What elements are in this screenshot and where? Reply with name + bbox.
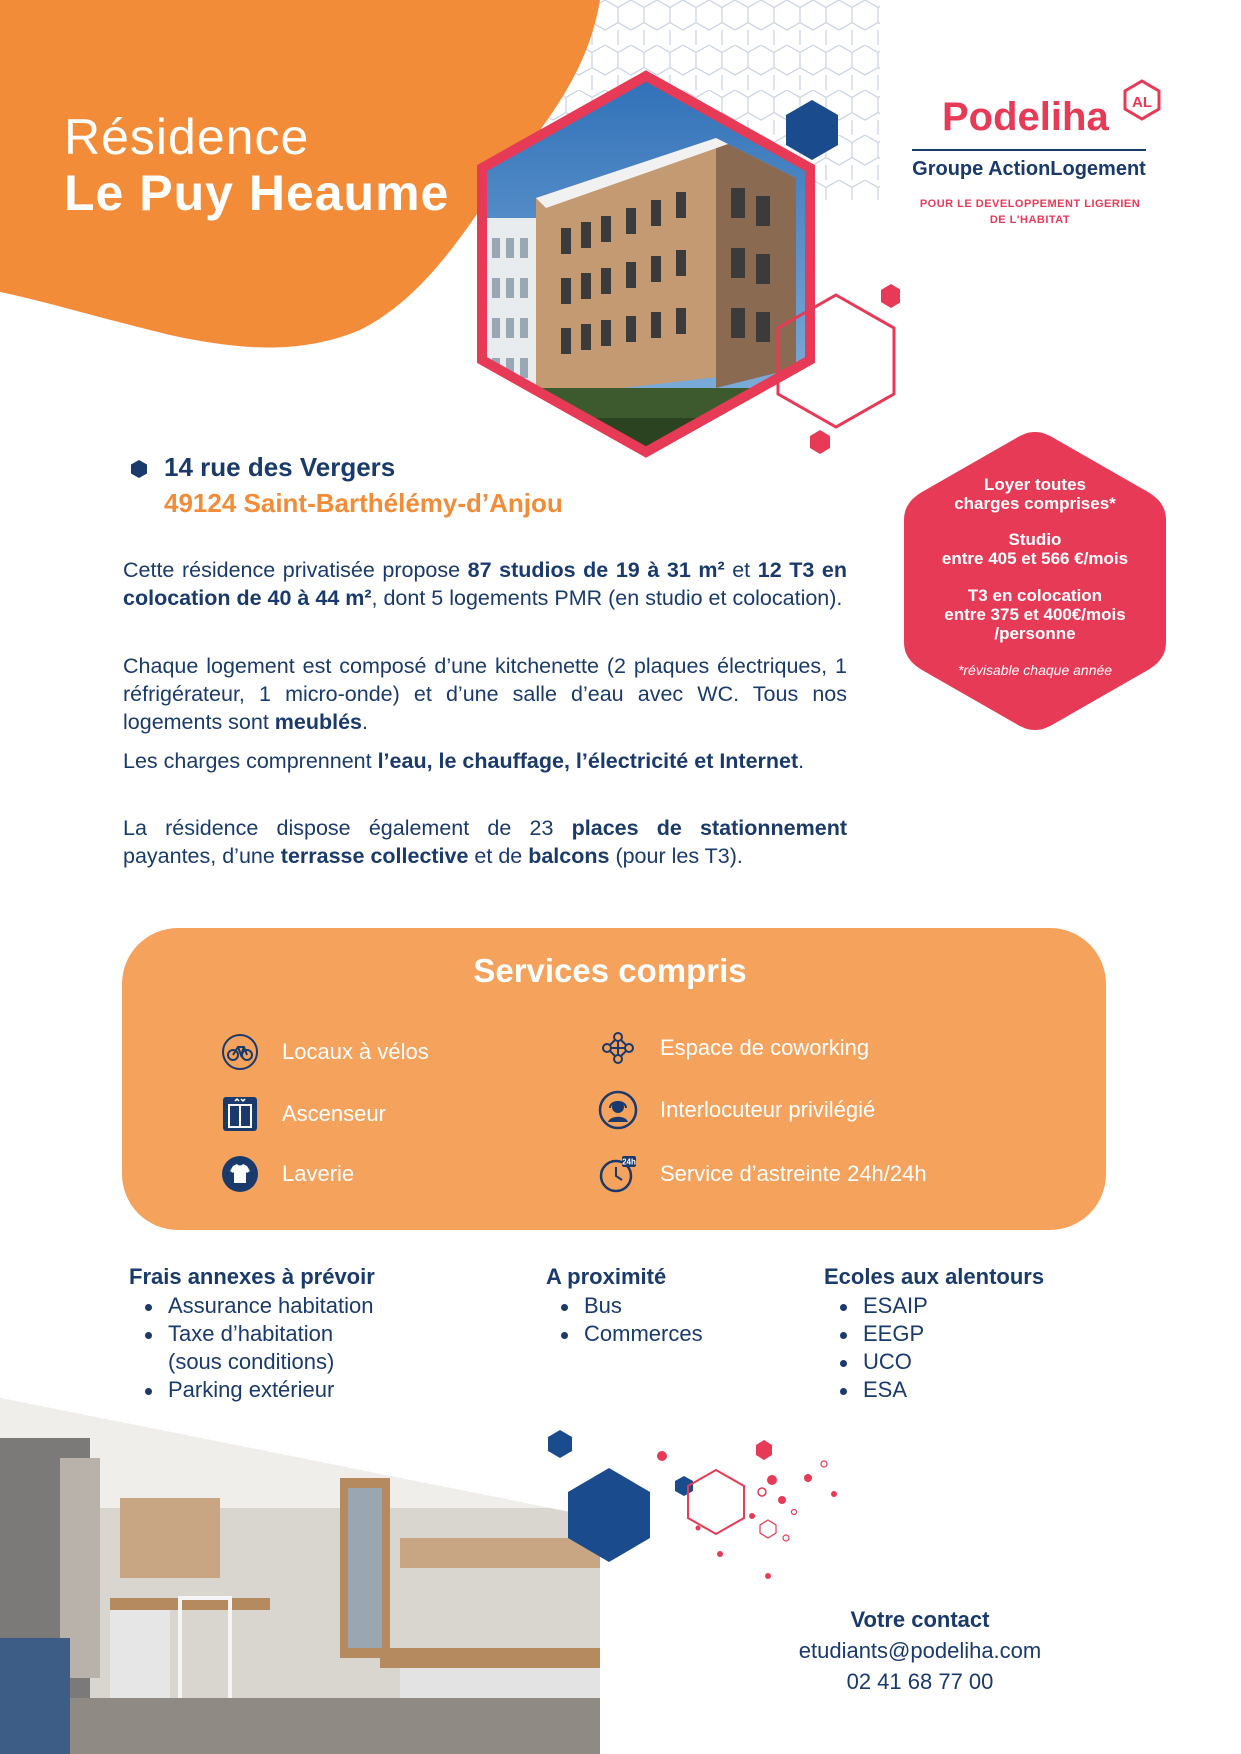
interior-photo <box>0 1398 600 1754</box>
list-item: Bus <box>558 1292 703 1320</box>
logo-tagline: POUR LE DEVELOPPEMENT LIGERIEN DE L'HABITAT <box>919 198 1141 226</box>
list-item: ESA <box>837 1376 928 1404</box>
service-item <box>220 1094 386 1134</box>
rent-hexagon <box>896 428 1174 734</box>
contact-email[interactable]: etudiants@podeliha.com <box>798 1638 1042 1663</box>
logo-al-icon <box>1120 78 1164 122</box>
address-city: 49124 Saint-Barthélémy-d’Anjou <box>164 488 563 518</box>
service-item <box>598 1028 869 1068</box>
logo-divider <box>912 149 1146 151</box>
fees-title: Frais annexes à prévoir <box>129 1264 375 1289</box>
service-label: Espace de coworking <box>660 1035 870 1060</box>
services-title: Services compris <box>473 952 747 989</box>
service-item <box>220 1032 429 1072</box>
list-item: Assurance habitation <box>142 1292 373 1320</box>
contact-title: Votre contact <box>850 1607 990 1632</box>
hex-bullet-icon <box>130 459 148 479</box>
rent-title: Loyer toutes charges comprises* <box>954 475 1116 513</box>
description-paragraph: Chaque logement est composé d’une kitchenette (2 plaques électriques, 1 réfrigérateur, 1 micro-onde) et d’une salle d’eau avec WC. Tous nos logements sont meublés. <box>123 654 847 734</box>
logo-group: Groupe ActionLogement <box>912 158 1146 180</box>
logo-name: Podeliha <box>942 95 1109 139</box>
list-item: (sous conditions) <box>168 1349 335 1374</box>
service-item <box>598 1090 875 1130</box>
clock-24h-icon <box>598 1154 638 1194</box>
page-title-line1: Résidence <box>64 109 310 165</box>
service-label: Laverie <box>282 1161 355 1186</box>
network-icon <box>598 1028 638 1068</box>
nearby-list <box>558 1292 703 1348</box>
service-label: Service d’astreinte 24h/24h <box>660 1161 927 1186</box>
list-item: EEGP <box>837 1320 928 1348</box>
list-item: UCO <box>837 1348 928 1376</box>
rent-studio: Studio entre 405 et 566 €/mois <box>941 530 1129 568</box>
contact-phone[interactable]: 02 41 68 77 00 <box>846 1669 994 1694</box>
schools-title: Ecoles aux alentours <box>824 1264 1045 1289</box>
service-label: Interlocuteur privilégié <box>660 1097 876 1122</box>
bicycle-icon <box>220 1032 260 1072</box>
description-paragraph: La résidence dispose également de 23 places de stationnement payantes, d’une terrasse collective et de balcons (pour les T3). <box>123 816 847 868</box>
hex-decoration-right <box>760 100 900 460</box>
rent-t3: T3 en colocation entre 375 et 400€/mois /personne <box>944 586 1126 643</box>
page-title-line2: Le Puy Heaume <box>64 165 450 221</box>
description-paragraph: Cette résidence privatisée propose 87 studios de 19 à 31 m² et 12 T3 en colocation de 40 à 44 m², dont 5 logements PMR (en studio et colocation). <box>123 558 847 610</box>
fees-list <box>142 1292 373 1404</box>
rent-note: *révisable chaque année <box>957 662 1113 678</box>
hex-decoration-bottom <box>536 1420 866 1600</box>
list-item: Parking extérieur <box>142 1376 373 1404</box>
svg-text:AL: AL <box>1132 94 1152 111</box>
service-item <box>220 1154 354 1194</box>
list-item: Commerces <box>558 1320 703 1348</box>
description-paragraph: Les charges comprennent l’eau, le chauffage, l’électricité et Internet. <box>123 749 805 773</box>
headset-icon <box>598 1090 638 1130</box>
service-label: Locaux à vélos <box>282 1039 429 1064</box>
schools-list <box>837 1292 928 1404</box>
list-item: Taxe d’habitation <box>142 1320 373 1348</box>
svg-text:24h: 24h <box>622 1157 636 1167</box>
service-label: Ascenseur <box>282 1101 386 1126</box>
tshirt-icon <box>220 1154 260 1194</box>
nearby-title: A proximité <box>546 1264 667 1289</box>
elevator-icon <box>220 1094 260 1134</box>
service-item <box>598 1154 927 1194</box>
address-street: 14 rue des Vergers <box>164 452 396 482</box>
list-item: ESAIP <box>837 1292 928 1320</box>
